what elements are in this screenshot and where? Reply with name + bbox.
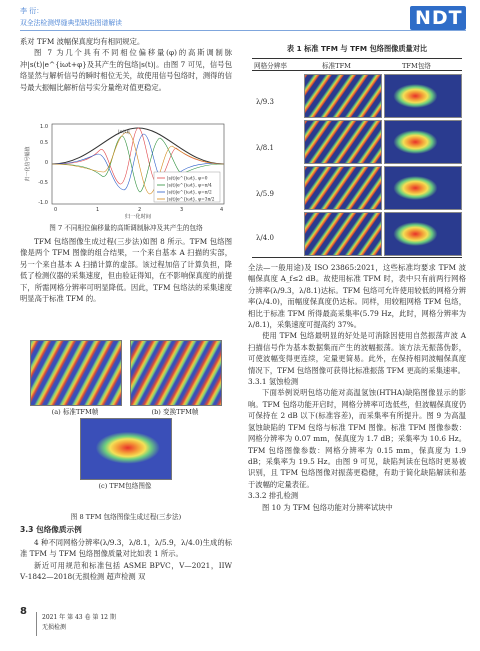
svg-text:0: 0 bbox=[54, 207, 58, 213]
fig7-xlabel: 归一化时间 bbox=[125, 214, 151, 220]
table-image-standard-1 bbox=[304, 120, 382, 164]
left-para-3: TFM 包络图像生成过程(三步法)如图 8 所示。TFM 包络图像是两个 TFM 图像的组合结果，一个来自基本 A 扫描的实部，另一个来自基本 A 扫描计算的虚部。该过程加倍了计算负担，降低了检测仪器的采集速度，但由验证得知，在不影响保真度的前提下，所需网格分辨率可明显降低。因此，TFM 包络法的采集速度明显高于标准 TFM 的。 bbox=[20, 237, 232, 304]
fig8-standard-tfm-frame bbox=[30, 340, 122, 406]
fig8-label-c: (c) TFM包络图像 bbox=[98, 482, 152, 490]
fig7-legend-3: |s(t)|e^{iωt}, φ=3π/2 bbox=[167, 197, 215, 203]
table-image-envelope-0 bbox=[384, 74, 462, 118]
table-header-tfm-envelope: TFM包络 bbox=[402, 62, 431, 70]
fig7-legend-1: |s(t)|e^{iωt}, φ=π/4 bbox=[167, 183, 212, 189]
table-row-label-3: λ/4.0 bbox=[256, 234, 274, 242]
fig8-label-b: (b) 变换TFM帧 bbox=[151, 408, 199, 416]
footer-journal-name: 无损检测 bbox=[42, 624, 67, 631]
svg-text:1.0: 1.0 bbox=[40, 124, 48, 130]
fig8-envelope-image bbox=[80, 418, 172, 480]
left-para-5: 新近可用规范和标准包括 ASME BPVC，V—2021，IIW Ⅴ-1842—2018(无损检测 超声检测 双 bbox=[20, 560, 232, 582]
figure-7 bbox=[20, 120, 232, 220]
table-header-standard-tfm: 标准TFM bbox=[322, 62, 351, 70]
fig7-legend-2: |s(t)|e^{iωt}, φ=π/2 bbox=[167, 190, 212, 196]
fig7-legend bbox=[154, 172, 220, 203]
header-rule bbox=[20, 30, 466, 31]
fig7-envelope-label: |s(t)| bbox=[118, 129, 130, 135]
table-image-envelope-2 bbox=[384, 166, 462, 210]
left-para-1: 系对 TFM 波幅保真度均有相同规定。 bbox=[20, 37, 145, 46]
section-3-3-2-title: 3.3.2 排孔检测 bbox=[248, 491, 299, 501]
journal-logo-text: NDT bbox=[415, 7, 463, 29]
table-header-resolution: 网格分辨率 bbox=[254, 62, 287, 70]
header-running-title: 双全法检测焊缝典型缺陷图谱解读 bbox=[20, 19, 122, 27]
page-number: 8 bbox=[20, 606, 27, 617]
footer-rule bbox=[36, 612, 37, 636]
svg-text:0.5: 0.5 bbox=[40, 140, 48, 146]
figure-8-caption: 图 8 TFM 包络图像生成过程(三步法) bbox=[70, 513, 182, 521]
right-para-2: 使用 TFM 包络最明显的好处是可消除因使用自然振荡声波 A 扫描信号作为基本数据集而产生的波幅振荡。该方法无振荡伪影，可使波幅变得更连续，定量更简易。此外，在保持相同波幅保真度情况下，TFM 包络图像可获得比标准振荡 TFM 更高的采集速率。 bbox=[248, 331, 466, 375]
table-image-envelope-1 bbox=[384, 120, 462, 164]
table-1 bbox=[252, 58, 462, 258]
table-1-title: 表 1 标准 TFM 与 TFM 包络图像质量对比 bbox=[286, 44, 428, 53]
svg-text:-0.5: -0.5 bbox=[38, 180, 48, 186]
footer-journal-issue: 2021 年 第 43 卷 第 12 期 bbox=[42, 614, 116, 621]
svg-text:1: 1 bbox=[96, 207, 100, 213]
left-para-4: 4 种不同网格分辨率(λ/9.3，λ/8.1，λ/5.9，λ/4.0)生成的标准 TFM 与 TFM 包络图像质量对比如表 1 所示。 bbox=[20, 538, 232, 559]
fig7-legend-0: |s(t)|e^{iωt}, φ=0 bbox=[167, 176, 208, 182]
figure-7-caption: 图 7 不同相位偏移量的高斯调制脉冲及其产生的包络 bbox=[49, 224, 203, 232]
table-image-standard-0 bbox=[304, 74, 382, 118]
fig8-transformed-tfm-frame bbox=[130, 340, 222, 406]
table-row-label-2: λ/5.9 bbox=[256, 190, 274, 198]
svg-text:3: 3 bbox=[180, 207, 184, 213]
fig8-label-a: (a) 标准TFM帧 bbox=[51, 408, 99, 416]
right-para-3: 下面举例说明包络功能对高温氢蚀(HTHA)缺陷图像显示的影响。TFM 包络功能开启时，网格分辨率可选低些，但波幅保真度仍可保持在 2 dB 以下(标准容差)，而采集率有所提升。图 9 为高温氢蚀缺陷的 TFM 包络与标准 TFM 图像。标准 TFM 图像参数：网格分辨率为 0.07 mm，保真度为 1.7 dB；采集率为 10.6 Hz。TFM 包络图像参数：网格分辨率为 0.15 mm，保真度为 1.9 dB；采集率为 19.5 Hz。由图 9 可见，缺陷判读在包络时更易被识别，且 TFM 包络图像对振荡更稳健，有助于简化缺陷解读和基于波幅的定量表征。 bbox=[248, 388, 466, 489]
table-image-standard-3 bbox=[304, 212, 382, 256]
section-3-3-1-title: 3.3.1 氢蚀检测 bbox=[248, 377, 299, 387]
right-para-4: 图 10 为 TFM 包络功能对分辨率试块中 bbox=[262, 502, 393, 512]
journal-logo bbox=[410, 6, 466, 30]
table-image-envelope-3 bbox=[384, 212, 462, 256]
figure-7-chart bbox=[20, 120, 232, 220]
svg-text:0: 0 bbox=[44, 160, 48, 166]
svg-text:2: 2 bbox=[138, 207, 142, 213]
svg-text:4: 4 bbox=[220, 207, 224, 213]
left-para-2: 图 7 为几个具有不同相位偏移量(φ)的高斯调制脉冲|s(t)|e^{iωt+φ}及其产生的包络|s(t)|。由图 7 可见，信号包络显然与解析信号的瞬时相位无关，故使用信号包络时，测得的信号最大振幅比解析信号实分量绝对值更稳定。 bbox=[20, 48, 232, 92]
figure-8 bbox=[20, 340, 232, 510]
table-image-standard-2 bbox=[304, 166, 382, 210]
right-para-1: 全法—一般用途)及 ISO 23865:2021，这些标准均要求 TFM 波幅保真度 A_f≤2 dB。故使用标准 TFM 时，表中只有前两行网格分辨率(λ/9.3，λ/8.1)达标。TFM 包络可允许使用较低的网格分辨率(λ/4.0)，而幅度保真度仍达标。同样，用较粗网格 TFM 包络，相比于标准 TFM 所得最高采集率(5.79 Hz，此时，网格分辨率为 λ/8.1)，采集速度可提高约 37%。 bbox=[248, 263, 466, 330]
svg-text:-1.0: -1.0 bbox=[38, 200, 48, 206]
section-3-3-title: 3.3 包络像质示例 bbox=[20, 525, 82, 534]
table-row-label-0: λ/9.3 bbox=[256, 98, 274, 106]
header-author: 李 衍： bbox=[20, 7, 44, 15]
fig7-ylabel: 归一化信号幅值 bbox=[25, 146, 31, 182]
table-row-label-1: λ/8.1 bbox=[256, 144, 274, 152]
